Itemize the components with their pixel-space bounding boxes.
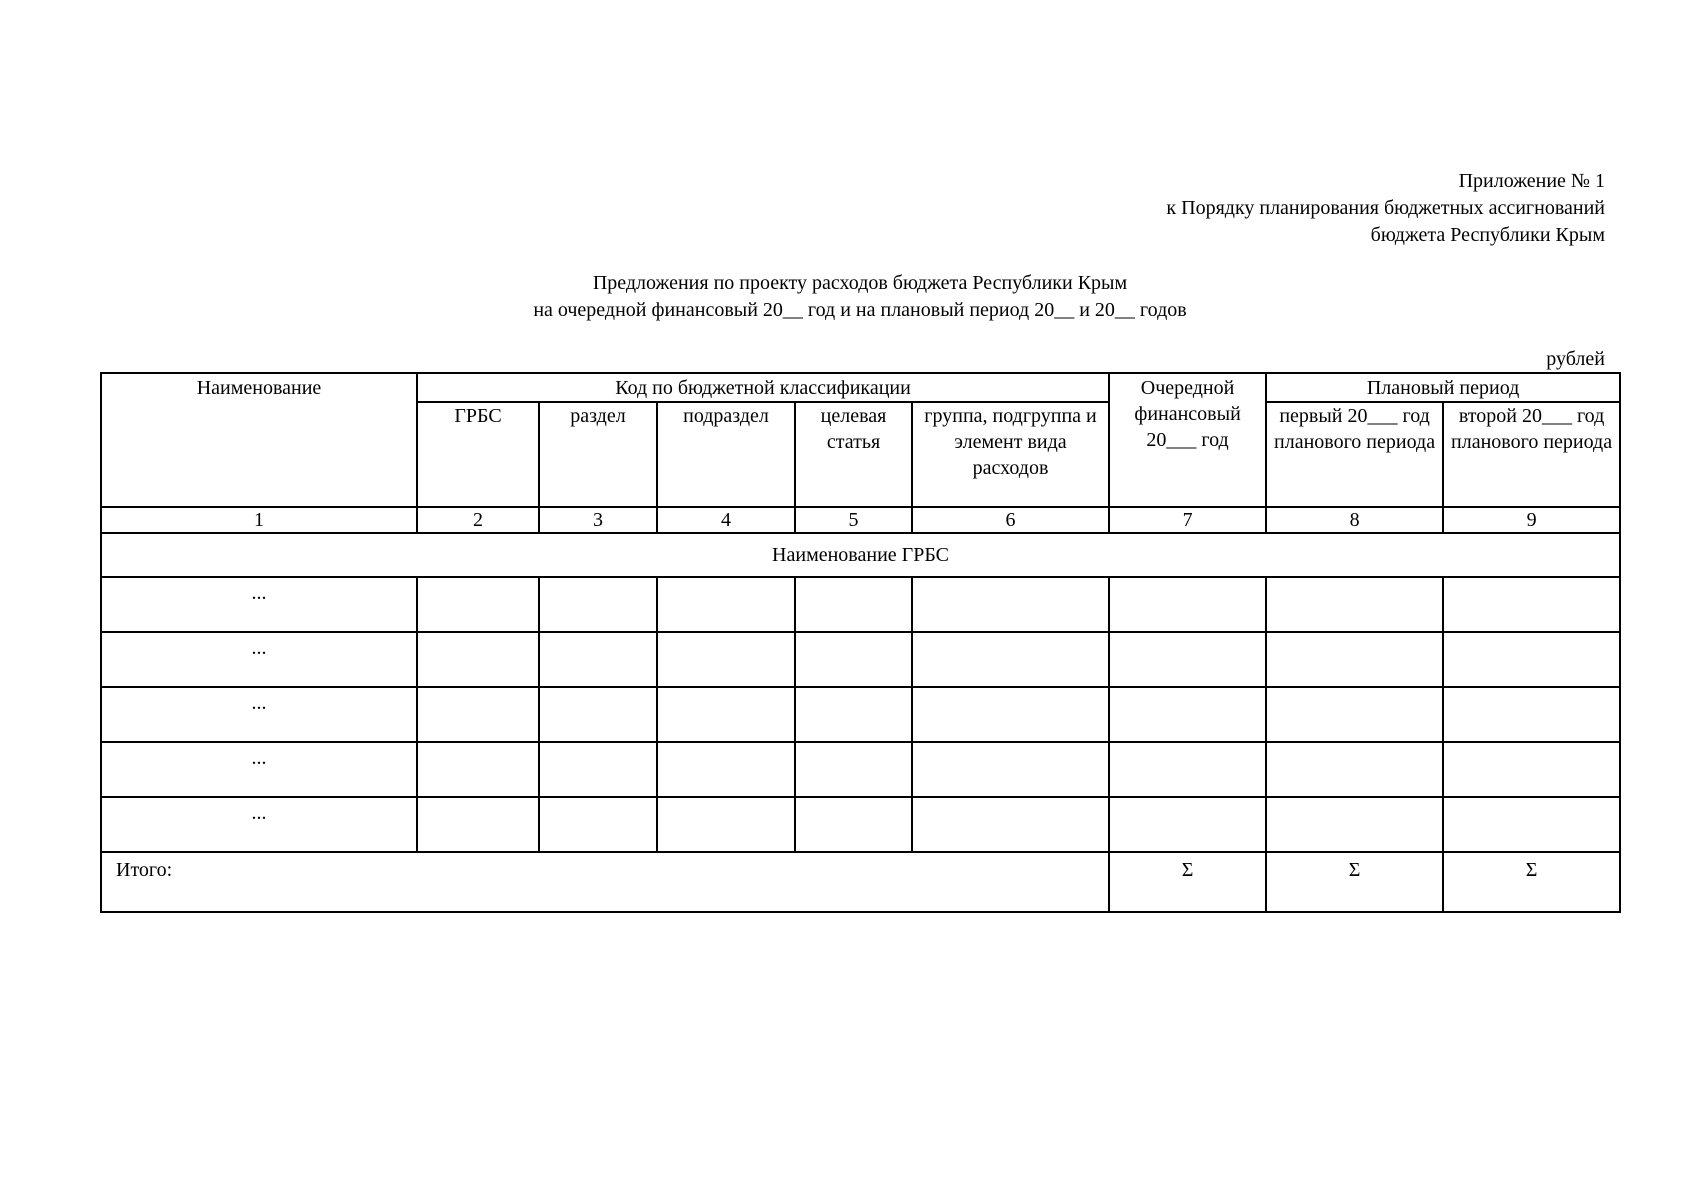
table-cell xyxy=(912,687,1109,742)
header-row-1 xyxy=(101,373,1620,402)
total-sum-next-year: Σ xyxy=(1109,852,1266,912)
table-row xyxy=(101,797,1620,852)
row-name-cell: ... xyxy=(101,632,417,687)
table-cell xyxy=(1109,632,1266,687)
header-next-year: Очередной финансовый 20___ год xyxy=(1109,373,1266,507)
table-cell xyxy=(795,797,912,852)
header-grbs: ГРБС xyxy=(417,402,539,507)
total-label: Итого: xyxy=(101,852,1109,912)
appendix-number: Приложение № 1 xyxy=(1458,170,1605,192)
table-cell xyxy=(1443,632,1620,687)
table-cell xyxy=(1443,687,1620,742)
table-cell xyxy=(657,632,795,687)
table-cell xyxy=(657,577,795,632)
table-cell xyxy=(417,632,539,687)
table-cell xyxy=(657,797,795,852)
table-cell xyxy=(1109,577,1266,632)
header-expense-group: группа, подгруппа и элемент вида расходов xyxy=(912,402,1109,507)
column-number: 7 xyxy=(1109,507,1266,533)
table-cell xyxy=(795,742,912,797)
table-row xyxy=(101,577,1620,632)
column-number: 9 xyxy=(1443,507,1620,533)
grbs-row xyxy=(101,533,1620,577)
table-cell xyxy=(795,687,912,742)
table-cell xyxy=(657,687,795,742)
column-numbers-row xyxy=(101,507,1620,533)
budget-table xyxy=(100,372,1621,913)
currency-units: рублей xyxy=(1546,348,1605,370)
table-cell xyxy=(1109,797,1266,852)
total-sum-second-year: Σ xyxy=(1443,852,1620,912)
row-name-cell: ... xyxy=(101,797,417,852)
total-row xyxy=(101,852,1620,912)
table-cell xyxy=(912,577,1109,632)
column-number: 4 xyxy=(657,507,795,533)
table-cell xyxy=(417,742,539,797)
row-name-cell: ... xyxy=(101,577,417,632)
row-name-cell: ... xyxy=(101,742,417,797)
table-cell xyxy=(539,797,657,852)
column-number: 6 xyxy=(912,507,1109,533)
table-cell xyxy=(1109,687,1266,742)
table-cell xyxy=(912,797,1109,852)
title-line-1: Предложения по проекту расходов бюджета Республики Крым xyxy=(592,272,1128,294)
table-cell xyxy=(657,742,795,797)
header-second-year: второй 20___ год планового периода xyxy=(1443,402,1620,507)
table-cell xyxy=(1109,742,1266,797)
grbs-name-cell: Наименование ГРБС xyxy=(101,533,1620,577)
column-number: 8 xyxy=(1266,507,1443,533)
header-first-year: первый 20___ год планового периода xyxy=(1266,402,1443,507)
table-cell xyxy=(1266,632,1443,687)
table-cell xyxy=(539,687,657,742)
table-cell xyxy=(539,742,657,797)
row-name-cell: ... xyxy=(101,687,417,742)
table-cell xyxy=(417,577,539,632)
table-cell xyxy=(795,577,912,632)
table-row xyxy=(101,632,1620,687)
table-cell xyxy=(417,687,539,742)
table-cell xyxy=(417,797,539,852)
header-section: раздел xyxy=(539,402,657,507)
column-number: 2 xyxy=(417,507,539,533)
appendix-header xyxy=(1166,168,1605,249)
table-row xyxy=(101,687,1620,742)
column-number: 1 xyxy=(101,507,417,533)
table-cell xyxy=(1443,577,1620,632)
table-cell xyxy=(912,632,1109,687)
header-budget-code: Код по бюджетной классификации xyxy=(417,373,1109,402)
table-cell xyxy=(795,632,912,687)
table-cell xyxy=(1266,742,1443,797)
table-cell xyxy=(1266,797,1443,852)
table-cell xyxy=(539,577,657,632)
header-planned-period: Плановый период xyxy=(1266,373,1620,402)
table-cell xyxy=(912,742,1109,797)
table-row xyxy=(101,742,1620,797)
table-cell xyxy=(1443,742,1620,797)
table-cell xyxy=(539,632,657,687)
table-cell xyxy=(1266,577,1443,632)
table-cell xyxy=(1266,687,1443,742)
table-cell xyxy=(1443,797,1620,852)
total-sum-first-year: Σ xyxy=(1266,852,1443,912)
document-title xyxy=(0,270,1698,324)
column-number: 3 xyxy=(539,507,657,533)
appendix-reference-cont: бюджета Республики Крым xyxy=(1370,224,1605,246)
title-line-2: на очередной финансовый 20__ год и на плановый период 20__ и 20__ годов xyxy=(533,299,1187,321)
header-subsection: подраздел xyxy=(657,402,795,507)
header-name: Наименование xyxy=(101,373,417,507)
header-target-article: целевая статья xyxy=(795,402,912,507)
column-number: 5 xyxy=(795,507,912,533)
appendix-reference: к Порядку планирования бюджетных ассигнований xyxy=(1166,197,1605,219)
